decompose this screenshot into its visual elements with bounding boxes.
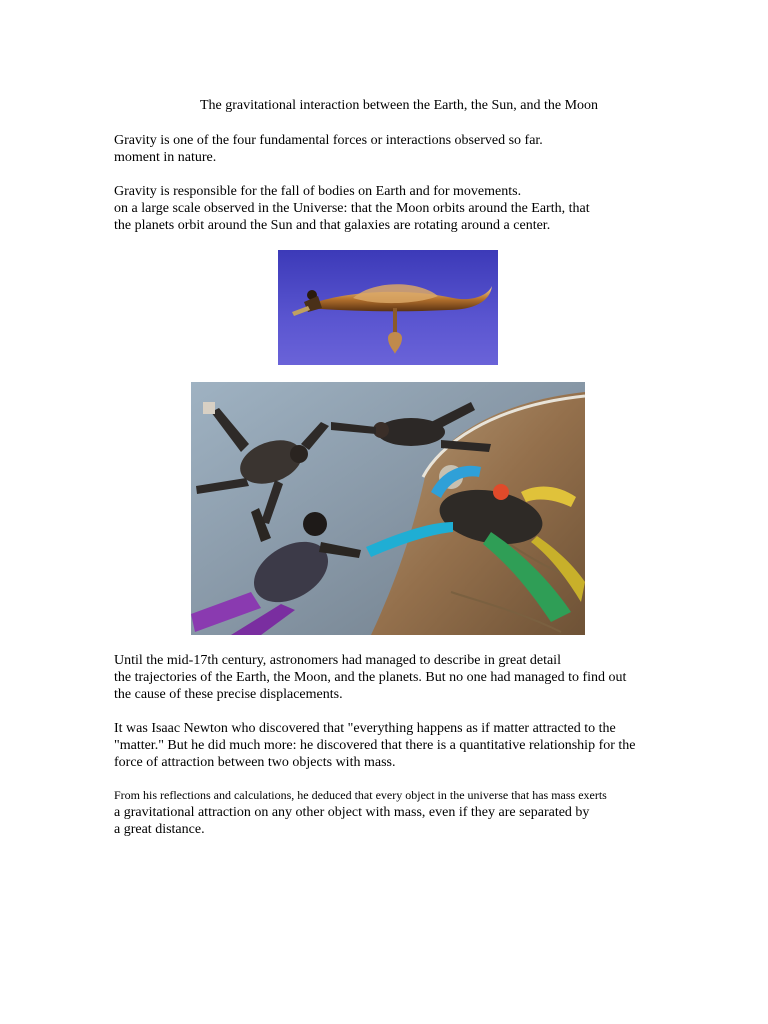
figure-skydivers-formation <box>191 382 585 635</box>
skydivers-photo <box>191 382 585 635</box>
text-line: the planets orbit around the Sun and that galaxies are rotating around a center. <box>114 218 551 233</box>
text-line: Gravity is one of the four fundamental forces or interactions observed so far. <box>114 133 543 148</box>
text-line: a gravitational attraction on any other object with mass, even if they are separated by <box>114 805 590 820</box>
figure-balance-toy <box>278 250 498 365</box>
paragraph-history <box>114 652 674 703</box>
text-line: the trajectories of the Earth, the Moon, and the planets. But no one had managed to find out <box>114 670 627 685</box>
paragraph-gravity-definition <box>114 132 674 166</box>
text-line: Until the mid-17th century, astronomers had managed to describe in great detail <box>114 653 561 668</box>
text-line: moment in nature. <box>114 150 217 165</box>
document-title: The gravitational interaction between the Earth, the Sun, and the Moon <box>199 98 599 113</box>
text-line: on a large scale observed in the Universe: that the Moon orbits around the Earth, that <box>114 201 590 216</box>
paragraph-gravity-effects <box>114 183 674 234</box>
text-line: Gravity is responsible for the fall of bodies on Earth and for movements. <box>114 184 522 199</box>
balance-toy-illustration <box>278 250 498 365</box>
text-line: force of attraction between two objects with mass. <box>114 755 396 770</box>
text-line: a great distance. <box>114 822 205 837</box>
text-line: the cause of these precise displacements. <box>114 687 343 702</box>
paragraph-universal-attraction <box>114 787 674 838</box>
text-line: "matter." But he did much more: he discovered that there is a quantitative relationship for the <box>114 738 636 753</box>
text-line: From his reflections and calculations, he deduced that every object in the universe that has mass exerts <box>114 788 607 802</box>
text-line: It was Isaac Newton who discovered that "everything happens as if matter attracted to the <box>114 721 616 736</box>
paragraph-newton <box>114 720 674 771</box>
